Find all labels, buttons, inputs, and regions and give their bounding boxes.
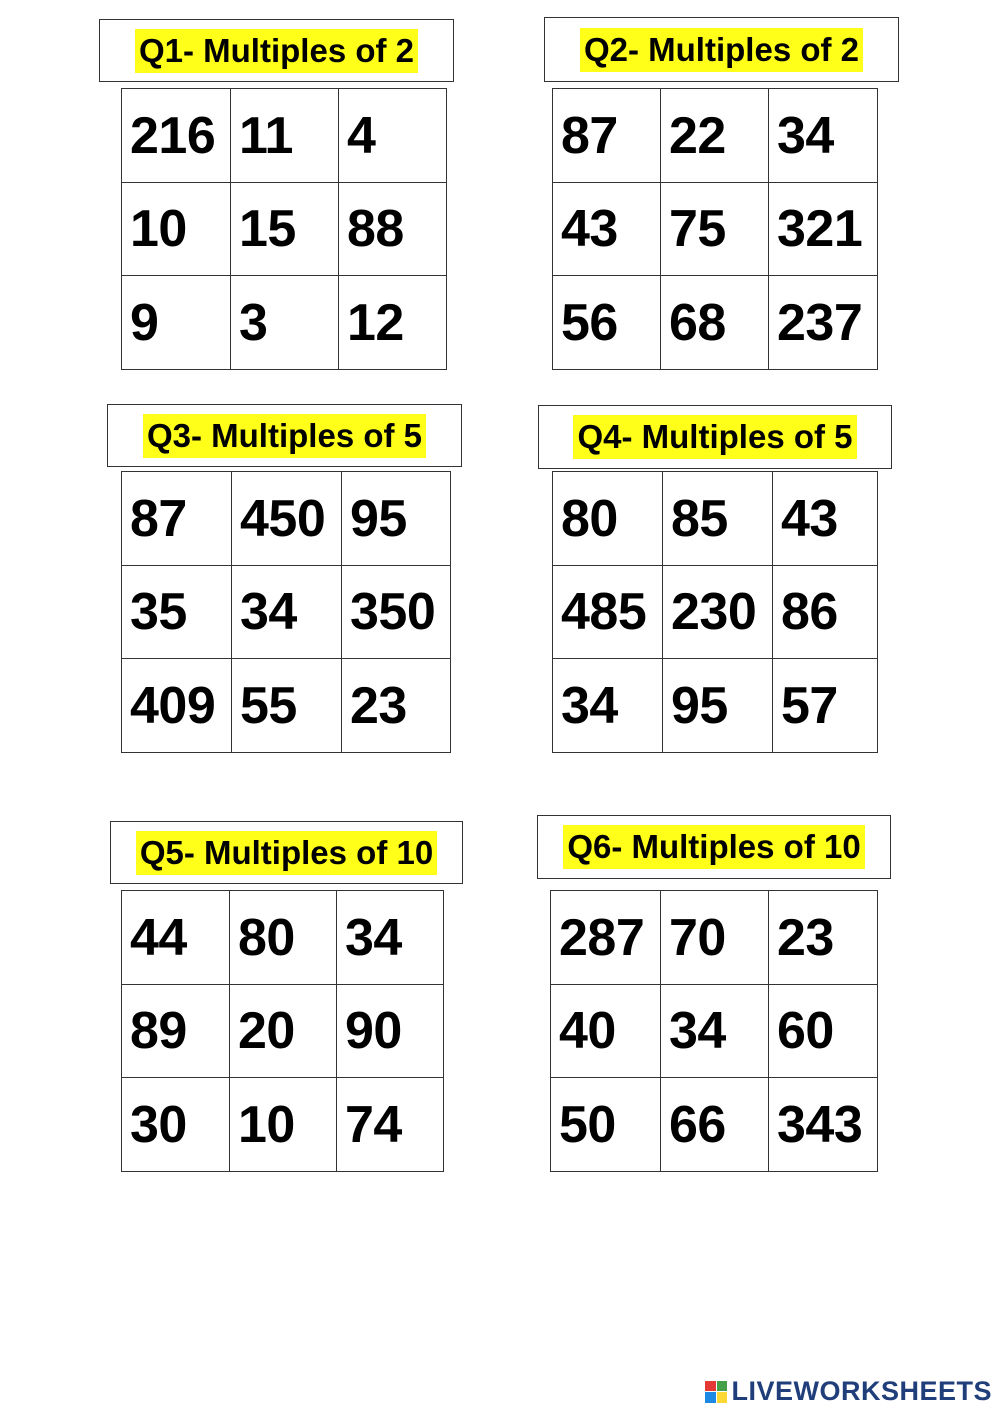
q5-cell[interactable]: 90 xyxy=(337,985,444,1078)
q2-cell[interactable]: 22 xyxy=(661,89,769,183)
q3-title: Q3- Multiples of 5 xyxy=(143,414,426,458)
q4-grid xyxy=(552,471,878,753)
q1-cell[interactable]: 9 xyxy=(122,276,231,370)
table-row xyxy=(122,659,451,753)
q5-cell[interactable]: 89 xyxy=(122,985,230,1078)
q5-cell[interactable]: 80 xyxy=(230,891,337,985)
table-row xyxy=(553,183,878,276)
q1-cell[interactable]: 10 xyxy=(122,183,231,276)
q5-cell[interactable]: 10 xyxy=(230,1078,337,1172)
q2-title-box xyxy=(544,17,899,82)
table-row xyxy=(553,276,878,370)
q6-cell[interactable]: 50 xyxy=(551,1078,661,1172)
q6-title: Q6- Multiples of 10 xyxy=(563,825,864,869)
table-row xyxy=(553,89,878,183)
q1-cell[interactable]: 11 xyxy=(231,89,339,183)
q2-cell[interactable]: 87 xyxy=(553,89,661,183)
q4-cell[interactable]: 34 xyxy=(553,659,663,753)
q6-cell[interactable]: 34 xyxy=(661,985,769,1078)
table-row xyxy=(122,566,451,659)
q1-title-box xyxy=(99,19,454,82)
q4-title-box xyxy=(538,405,892,469)
logo-text: LIVEWORKSHEETS xyxy=(731,1376,992,1406)
q5-title-box xyxy=(110,821,463,884)
q4-cell[interactable]: 485 xyxy=(553,566,663,659)
table-row xyxy=(122,276,447,370)
q5-grid xyxy=(121,890,444,1172)
q6-cell[interactable]: 70 xyxy=(661,891,769,985)
q2-title: Q2- Multiples of 2 xyxy=(580,28,863,72)
q2-cell[interactable]: 75 xyxy=(661,183,769,276)
q4-cell[interactable]: 95 xyxy=(663,659,773,753)
q3-cell[interactable]: 23 xyxy=(342,659,451,753)
q1-title: Q1- Multiples of 2 xyxy=(135,29,418,73)
table-row xyxy=(122,183,447,276)
q6-cell[interactable]: 66 xyxy=(661,1078,769,1172)
table-row xyxy=(553,659,878,753)
q2-cell[interactable]: 34 xyxy=(769,89,878,183)
q6-cell[interactable]: 343 xyxy=(769,1078,878,1172)
q2-cell[interactable]: 68 xyxy=(661,276,769,370)
q3-cell[interactable]: 409 xyxy=(122,659,232,753)
q1-cell[interactable]: 15 xyxy=(231,183,339,276)
table-row xyxy=(122,89,447,183)
q3-cell[interactable]: 95 xyxy=(342,472,451,566)
q4-cell[interactable]: 57 xyxy=(773,659,878,753)
q6-grid xyxy=(550,890,878,1172)
q3-cell[interactable]: 55 xyxy=(232,659,342,753)
table-row xyxy=(553,566,878,659)
q6-cell[interactable]: 40 xyxy=(551,985,661,1078)
liveworksheets-logo xyxy=(705,1376,992,1407)
table-row xyxy=(551,1078,878,1172)
q5-cell[interactable]: 74 xyxy=(337,1078,444,1172)
q6-cell[interactable]: 23 xyxy=(769,891,878,985)
table-row xyxy=(122,891,444,985)
q3-cell[interactable]: 350 xyxy=(342,566,451,659)
q1-cell[interactable]: 88 xyxy=(339,183,447,276)
q2-cell[interactable]: 237 xyxy=(769,276,878,370)
q4-title: Q4- Multiples of 5 xyxy=(573,415,856,459)
q4-cell[interactable]: 43 xyxy=(773,472,878,566)
q2-cell[interactable]: 43 xyxy=(553,183,661,276)
q2-grid xyxy=(552,88,878,370)
table-row xyxy=(551,985,878,1078)
table-row xyxy=(553,472,878,566)
q3-title-box xyxy=(107,404,462,467)
liveworksheets-logo-icon xyxy=(705,1381,727,1403)
q1-grid xyxy=(121,88,447,370)
table-row xyxy=(122,1078,444,1172)
q4-cell[interactable]: 80 xyxy=(553,472,663,566)
q1-cell[interactable]: 4 xyxy=(339,89,447,183)
q3-cell[interactable]: 450 xyxy=(232,472,342,566)
q2-cell[interactable]: 321 xyxy=(769,183,878,276)
q5-cell[interactable]: 34 xyxy=(337,891,444,985)
q4-cell[interactable]: 86 xyxy=(773,566,878,659)
q4-cell[interactable]: 85 xyxy=(663,472,773,566)
q5-cell[interactable]: 20 xyxy=(230,985,337,1078)
q1-cell[interactable]: 3 xyxy=(231,276,339,370)
q2-cell[interactable]: 56 xyxy=(553,276,661,370)
q5-cell[interactable]: 44 xyxy=(122,891,230,985)
table-row xyxy=(122,472,451,566)
table-row xyxy=(122,985,444,1078)
q3-cell[interactable]: 34 xyxy=(232,566,342,659)
q1-cell[interactable]: 12 xyxy=(339,276,447,370)
q6-cell[interactable]: 60 xyxy=(769,985,878,1078)
q6-title-box xyxy=(537,815,891,879)
q3-grid xyxy=(121,471,451,753)
table-row xyxy=(551,891,878,985)
q1-cell[interactable]: 216 xyxy=(122,89,231,183)
q5-title: Q5- Multiples of 10 xyxy=(136,831,437,875)
q5-cell[interactable]: 30 xyxy=(122,1078,230,1172)
q3-cell[interactable]: 87 xyxy=(122,472,232,566)
q3-cell[interactable]: 35 xyxy=(122,566,232,659)
q4-cell[interactable]: 230 xyxy=(663,566,773,659)
q6-cell[interactable]: 287 xyxy=(551,891,661,985)
